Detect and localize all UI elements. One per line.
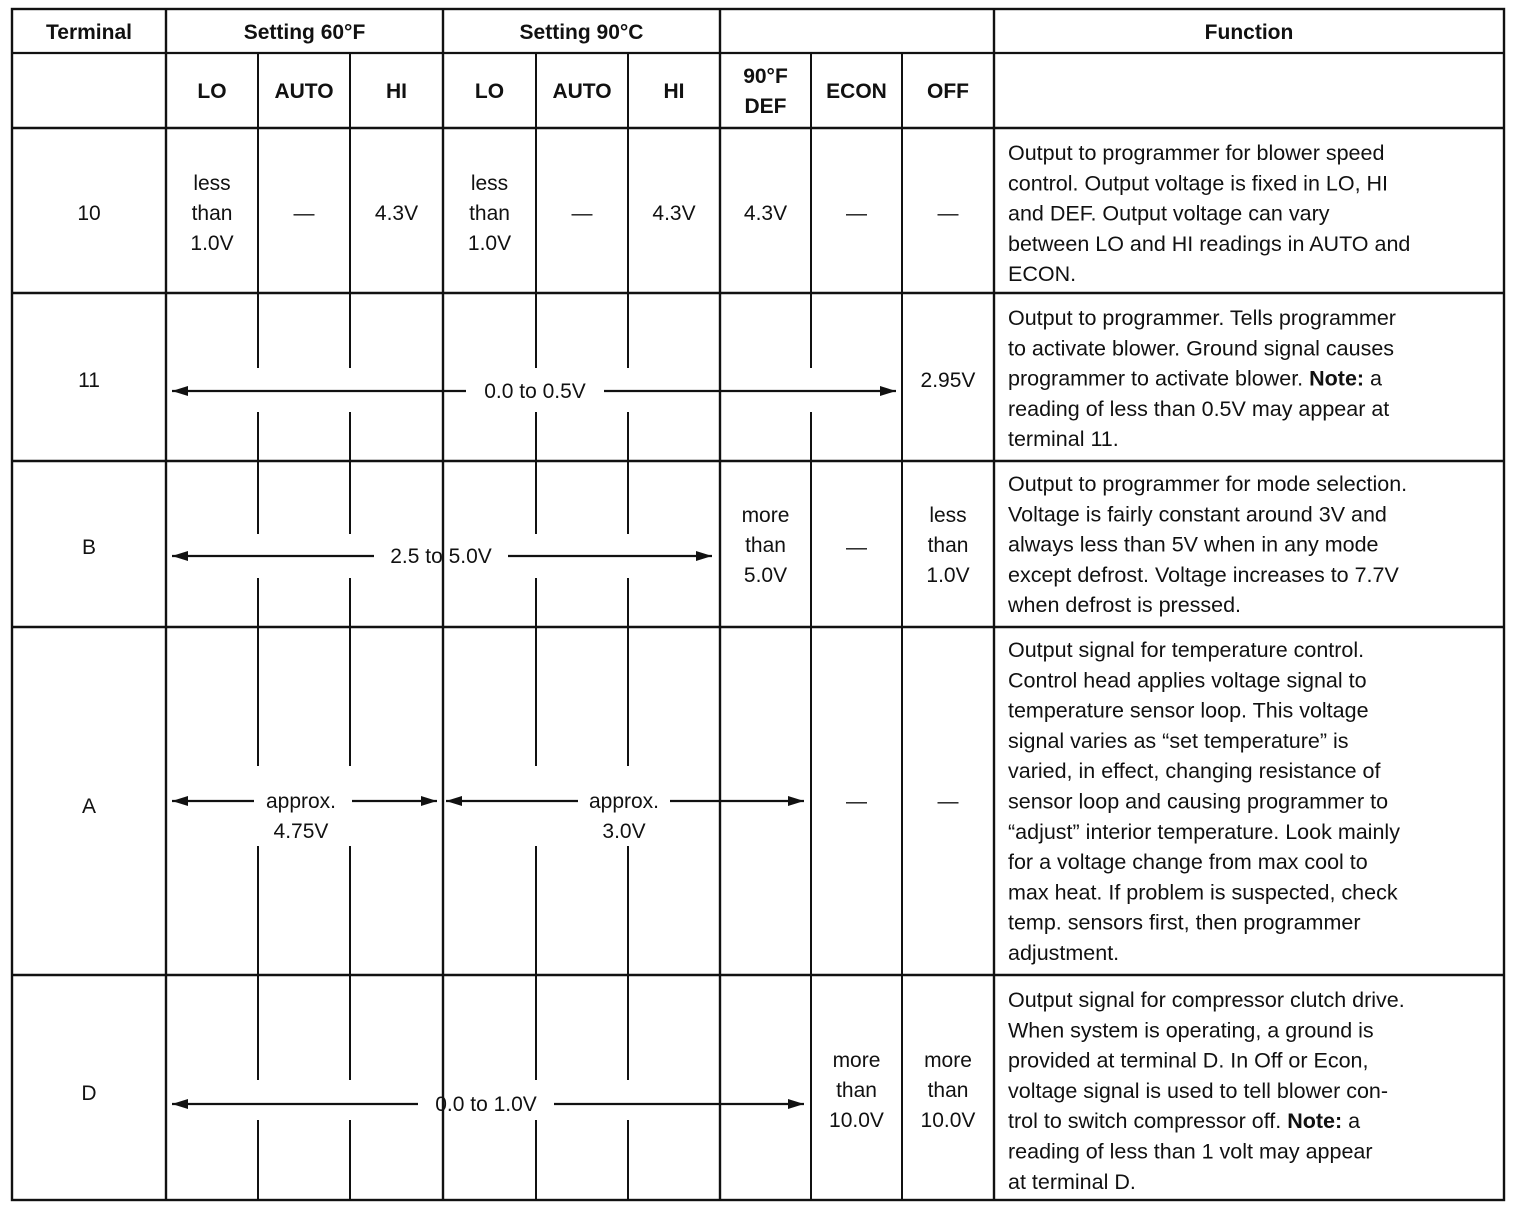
arrow-right-icon xyxy=(696,551,712,561)
cell-value: less xyxy=(929,504,967,527)
function-text-line xyxy=(1007,593,1241,617)
arrow-left-icon xyxy=(446,796,462,806)
function-text-span: sensor loop and causing programmer to xyxy=(1008,789,1389,814)
cell-value: — xyxy=(937,790,959,813)
function-text-line xyxy=(1008,988,1405,1012)
function-text-span: Output to programmer. Tells programmer xyxy=(1008,306,1396,330)
function-text-span: ECON. xyxy=(1008,262,1077,287)
function-text-line xyxy=(1008,397,1389,421)
terminal-id: A xyxy=(81,795,97,818)
arrow-left-icon xyxy=(172,1099,188,1109)
function-text-span: adjustment. xyxy=(1008,941,1120,965)
function-text-span: except defrost. Voltage increases to 7.7V xyxy=(1008,562,1399,587)
cell-value: 1.0V xyxy=(190,232,234,255)
terminal-id: D xyxy=(81,1082,97,1105)
function-text-span: Voltage is fairly constant around 3V and xyxy=(1008,502,1387,527)
function-text-line xyxy=(1008,262,1076,286)
function-text-span: reading of less than 1 volt may appear xyxy=(1008,1139,1373,1164)
function-text-span: and DEF. Output voltage can vary xyxy=(1008,201,1330,226)
hi-90c-header: HI xyxy=(663,80,685,103)
function-text-span: When system is operating, a ground is xyxy=(1008,1018,1374,1043)
cell-value: more xyxy=(832,1049,881,1072)
function-text-span: Control head applies voltage signal to xyxy=(1008,668,1367,693)
auto-90c-header: AUTO xyxy=(552,80,612,103)
function-text-span: Output signal for compressor clutch drive. xyxy=(1008,988,1405,1012)
setting-60f-header: Setting 60°F xyxy=(243,21,366,44)
function-text-span: Output signal for temperature control. xyxy=(1008,638,1365,662)
def-header-line1: 90°F xyxy=(743,65,788,88)
function-text-span: a xyxy=(1364,366,1383,391)
function-text-span: Output to programmer for mode selection. xyxy=(1008,472,1408,496)
cell-value: 4.3V xyxy=(374,202,419,225)
cell-value: 4.3V xyxy=(743,202,788,225)
function-text-span: Output to programmer for blower speed xyxy=(1008,141,1385,165)
cell-value: than xyxy=(927,1079,969,1102)
cell-value: — xyxy=(846,202,867,225)
function-text-line xyxy=(1008,202,1330,226)
range-label: approx. xyxy=(265,790,337,813)
function-text-line xyxy=(1008,1109,1360,1133)
econ-header: ECON xyxy=(826,80,887,103)
note-label: Note: xyxy=(1287,1109,1343,1134)
function-text-line xyxy=(1008,850,1368,874)
function-text-line xyxy=(1008,668,1367,692)
terminal-id: 11 xyxy=(78,369,100,392)
range-label: 3.0V xyxy=(602,820,646,843)
function-text-span: to activate blower. Ground signal causes xyxy=(1008,336,1395,361)
function-text-line xyxy=(1008,638,1364,662)
note-label: Note: xyxy=(1309,366,1365,391)
function-text-span: terminal 11. xyxy=(1008,427,1119,452)
terminal-header: Terminal xyxy=(46,21,132,44)
cell-value: — xyxy=(937,202,959,225)
function-text-line xyxy=(1008,1140,1373,1164)
function-text-line xyxy=(1008,171,1388,195)
function-text-line xyxy=(1008,427,1119,451)
function-text-line xyxy=(1008,941,1119,965)
function-text-line xyxy=(1008,306,1396,330)
function-text-span: temperature sensor loop. This voltage xyxy=(1008,698,1369,723)
cell-value: — xyxy=(293,202,315,225)
terminal-id: 10 xyxy=(77,202,101,225)
cell-value: 5.0V xyxy=(743,564,788,587)
lo-60f-header: LO xyxy=(197,80,227,103)
off-header: OFF xyxy=(927,80,969,103)
arrow-left-icon xyxy=(172,386,188,396)
function-text-span: provided at terminal D. In Off or Econ, xyxy=(1008,1048,1369,1073)
function-text-line xyxy=(1008,232,1410,256)
function-text-line xyxy=(1008,911,1360,935)
cell-value: — xyxy=(571,202,593,225)
arrow-right-icon xyxy=(788,1099,804,1109)
cell-value: — xyxy=(846,536,867,559)
arrow-left-icon xyxy=(172,796,188,806)
function-text-span: varied, in effect, changing resistance of xyxy=(1008,759,1381,784)
function-text-span: trol to switch compressor off. xyxy=(1008,1109,1288,1134)
cell-value: than xyxy=(745,534,786,557)
function-text-span: “adjust” interior temperature. Look mainly xyxy=(1008,819,1400,844)
cell-value: than xyxy=(191,202,233,225)
function-text-line xyxy=(1008,336,1394,360)
range-label: 0.0 to 1.0V xyxy=(435,1093,537,1116)
function-text-line xyxy=(1008,563,1399,587)
cell-value: 10.0V xyxy=(829,1109,884,1132)
cell-value: more xyxy=(924,1049,972,1072)
function-text-span: for a voltage change from max cool to xyxy=(1008,850,1368,875)
function-text-span: between LO and HI readings in AUTO and xyxy=(1008,231,1411,256)
function-text-line xyxy=(1008,472,1407,496)
function-text-span: at terminal D. xyxy=(1008,1169,1136,1194)
function-text-span: a xyxy=(1342,1109,1361,1134)
cell-value: less xyxy=(193,172,231,195)
function-text-span: max heat. If problem is suspected, check xyxy=(1008,880,1398,905)
function-text-line xyxy=(1008,367,1382,391)
function-text-span: voltage signal is used to tell blower con- xyxy=(1008,1078,1389,1103)
arrow-right-icon xyxy=(788,796,804,806)
function-text-line xyxy=(1008,790,1388,814)
function-text-line xyxy=(1008,1018,1374,1042)
arrow-right-icon xyxy=(421,796,437,806)
cell-value: than xyxy=(469,202,510,225)
cell-value: more xyxy=(741,504,790,527)
hi-60f-header: HI xyxy=(386,80,407,103)
cell-value: 10.0V xyxy=(920,1109,976,1132)
function-text-span: programmer to activate blower. xyxy=(1008,366,1310,391)
arrow-right-icon xyxy=(880,386,896,396)
function-text-line xyxy=(1008,1170,1136,1194)
function-text-line xyxy=(1008,759,1381,783)
function-text-line xyxy=(1008,880,1398,904)
cell-value: than xyxy=(927,534,969,557)
terminal-id: B xyxy=(81,536,97,559)
setting-90c-header: Setting 90°C xyxy=(519,21,644,44)
function-text-span: control. Output voltage is fixed in LO, HI xyxy=(1008,171,1389,196)
cell-value: — xyxy=(846,790,867,813)
cell-value: less xyxy=(470,172,509,195)
range-label: 2.5 to 5.0V xyxy=(390,545,492,568)
cell-value: 1.0V xyxy=(926,564,970,587)
function-text-line xyxy=(1008,729,1349,753)
function-text-span: always less than 5V when in any mode xyxy=(1008,532,1379,557)
lo-90c-header: LO xyxy=(474,80,505,103)
function-header: Function xyxy=(1204,21,1294,44)
function-text-line xyxy=(1008,699,1369,723)
function-text-span: reading of less than 0.5V may appear at xyxy=(1008,396,1390,421)
range-label: 0.0 to 0.5V xyxy=(484,380,586,403)
range-label: approx. xyxy=(588,790,660,813)
cell-value: 1.0V xyxy=(467,232,512,255)
cell-value: than xyxy=(836,1079,877,1102)
function-text-line xyxy=(1008,141,1384,165)
range-label: 4.75V xyxy=(273,820,329,843)
arrow-left-icon xyxy=(172,551,188,561)
function-text-line xyxy=(1008,1049,1369,1073)
function-text-line xyxy=(1008,502,1387,526)
function-text-line xyxy=(1008,533,1379,557)
function-text-span: signal varies as “set temperature” is xyxy=(1008,728,1349,753)
function-text-line xyxy=(1008,1079,1388,1103)
def-header-line2: DEF xyxy=(744,95,787,118)
cell-value: 2.95V xyxy=(920,369,976,392)
cell-value: 4.3V xyxy=(652,202,696,225)
function-text-line xyxy=(1008,820,1400,844)
auto-60f-header: AUTO xyxy=(274,80,334,103)
function-text-span: temp. sensors first, then programmer xyxy=(1008,910,1361,935)
function-text-span: when defrost is pressed. xyxy=(1008,593,1242,618)
